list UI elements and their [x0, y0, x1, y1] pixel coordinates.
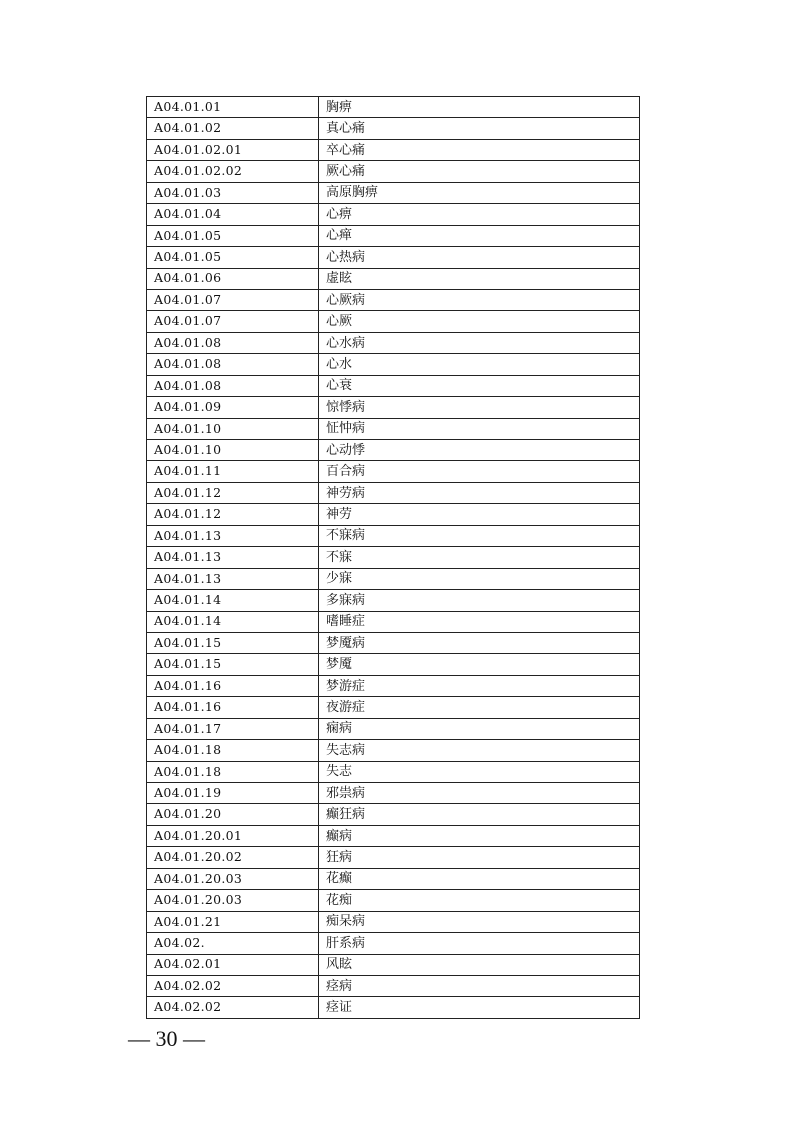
disease-code-cell: A04.01.13 [147, 525, 319, 546]
disease-code-cell: A04.01.02 [147, 118, 319, 139]
table-row [147, 654, 640, 675]
table-row [147, 268, 640, 289]
disease-code-cell: A04.01.06 [147, 268, 319, 289]
disease-name-cell: 心水 [319, 354, 640, 375]
table-row [147, 890, 640, 911]
table-row [147, 804, 640, 825]
table-row [147, 933, 640, 954]
disease-name-cell: 梦魇病 [319, 632, 640, 653]
disease-name-cell: 失志病 [319, 740, 640, 761]
disease-name-cell: 心厥病 [319, 289, 640, 310]
table-row [147, 461, 640, 482]
disease-code-cell: A04.01.16 [147, 675, 319, 696]
table-row [147, 911, 640, 932]
table-row [147, 954, 640, 975]
disease-name-cell: 厥心痛 [319, 161, 640, 182]
disease-code-cell: A04.01.19 [147, 783, 319, 804]
disease-name-cell: 不寐 [319, 547, 640, 568]
table-row [147, 525, 640, 546]
table-row [147, 718, 640, 739]
disease-name-cell: 虚眩 [319, 268, 640, 289]
disease-code-cell: A04.01.02.02 [147, 161, 319, 182]
disease-name-cell: 嗜睡症 [319, 611, 640, 632]
disease-name-cell: 癫病 [319, 825, 640, 846]
disease-code-cell: A04.01.05 [147, 225, 319, 246]
table-row [147, 590, 640, 611]
disease-code-cell: A04.01.15 [147, 654, 319, 675]
table-row [147, 247, 640, 268]
disease-name-cell: 痉病 [319, 975, 640, 996]
disease-name-cell: 高原胸痹 [319, 182, 640, 203]
table-row [147, 783, 640, 804]
table-row [147, 761, 640, 782]
disease-name-cell: 痴呆病 [319, 911, 640, 932]
disease-name-cell: 痫病 [319, 718, 640, 739]
table-row [147, 740, 640, 761]
disease-code-cell: A04.01.13 [147, 547, 319, 568]
disease-name-cell: 怔忡病 [319, 418, 640, 439]
disease-code-cell: A04.01.01 [147, 97, 319, 118]
table-row [147, 418, 640, 439]
disease-code-cell: A04.01.10 [147, 440, 319, 461]
disease-code-cell: A04.01.12 [147, 504, 319, 525]
disease-code-cell: A04.01.17 [147, 718, 319, 739]
disease-name-cell: 心水病 [319, 332, 640, 353]
disease-name-cell: 神劳病 [319, 482, 640, 503]
table-row [147, 825, 640, 846]
disease-name-cell: 花痴 [319, 890, 640, 911]
disease-code-cell: A04.01.08 [147, 375, 319, 396]
disease-code-cell: A04.01.21 [147, 911, 319, 932]
disease-code-cell: A04.02.02 [147, 975, 319, 996]
disease-name-cell: 心瘅 [319, 225, 640, 246]
disease-code-cell: A04.01.11 [147, 461, 319, 482]
table-row [147, 225, 640, 246]
disease-code-cell: A04.01.08 [147, 354, 319, 375]
table-body [147, 97, 640, 1019]
table-row [147, 632, 640, 653]
disease-name-cell: 邪祟病 [319, 783, 640, 804]
table-row [147, 611, 640, 632]
table-row [147, 547, 640, 568]
table-row [147, 997, 640, 1018]
disease-code-cell: A04.01.20.03 [147, 890, 319, 911]
disease-name-cell: 神劳 [319, 504, 640, 525]
disease-code-cell: A04.02. [147, 933, 319, 954]
table-row [147, 868, 640, 889]
table-row [147, 118, 640, 139]
disease-name-cell: 狂病 [319, 847, 640, 868]
table-row [147, 568, 640, 589]
disease-code-cell: A04.01.13 [147, 568, 319, 589]
disease-name-cell: 心厥 [319, 311, 640, 332]
disease-code-cell: A04.01.15 [147, 632, 319, 653]
disease-name-cell: 心衰 [319, 375, 640, 396]
disease-name-cell: 肝系病 [319, 933, 640, 954]
disease-code-cell: A04.01.20.02 [147, 847, 319, 868]
table-row [147, 375, 640, 396]
disease-name-cell: 胸痹 [319, 97, 640, 118]
disease-code-table [146, 96, 640, 1019]
disease-code-cell: A04.01.03 [147, 182, 319, 203]
table-row [147, 311, 640, 332]
disease-name-cell: 夜游症 [319, 697, 640, 718]
disease-code-cell: A04.01.18 [147, 740, 319, 761]
table-row [147, 182, 640, 203]
disease-code-cell: A04.01.12 [147, 482, 319, 503]
disease-name-cell: 癫狂病 [319, 804, 640, 825]
disease-name-cell: 惊悸病 [319, 397, 640, 418]
disease-code-cell: A04.01.10 [147, 418, 319, 439]
disease-name-cell: 花癫 [319, 868, 640, 889]
disease-code-cell: A04.02.02 [147, 997, 319, 1018]
table-row [147, 204, 640, 225]
disease-code-cell: A04.01.20.03 [147, 868, 319, 889]
table-row [147, 161, 640, 182]
disease-code-cell: A04.01.18 [147, 761, 319, 782]
disease-code-cell: A04.01.08 [147, 332, 319, 353]
disease-name-cell: 卒心痛 [319, 139, 640, 160]
disease-name-cell: 不寐病 [319, 525, 640, 546]
disease-name-cell: 失志 [319, 761, 640, 782]
table-row [147, 975, 640, 996]
disease-name-cell: 痉证 [319, 997, 640, 1018]
disease-name-cell: 心动悸 [319, 440, 640, 461]
table-row [147, 97, 640, 118]
disease-name-cell: 百合病 [319, 461, 640, 482]
disease-name-cell: 真心痛 [319, 118, 640, 139]
table-row [147, 440, 640, 461]
disease-code-cell: A04.01.07 [147, 289, 319, 310]
disease-name-cell: 梦魇 [319, 654, 640, 675]
table-row [147, 847, 640, 868]
disease-name-cell: 梦游症 [319, 675, 640, 696]
disease-code-cell: A04.01.16 [147, 697, 319, 718]
table-row [147, 697, 640, 718]
table-row [147, 139, 640, 160]
disease-code-cell: A04.01.09 [147, 397, 319, 418]
disease-name-cell: 风眩 [319, 954, 640, 975]
page-number: — 30 — [128, 1026, 205, 1051]
disease-name-cell: 少寐 [319, 568, 640, 589]
table-row [147, 397, 640, 418]
disease-code-cell: A04.01.14 [147, 590, 319, 611]
table-row [147, 354, 640, 375]
disease-code-cell: A04.01.04 [147, 204, 319, 225]
disease-code-cell: A04.01.07 [147, 311, 319, 332]
disease-name-cell: 多寐病 [319, 590, 640, 611]
table-row [147, 332, 640, 353]
table-row [147, 482, 640, 503]
disease-name-cell: 心热病 [319, 247, 640, 268]
disease-name-cell: 心痹 [319, 204, 640, 225]
disease-code-cell: A04.01.14 [147, 611, 319, 632]
table-row [147, 289, 640, 310]
disease-code-cell: A04.02.01 [147, 954, 319, 975]
table-row [147, 675, 640, 696]
disease-code-cell: A04.01.02.01 [147, 139, 319, 160]
disease-code-cell: A04.01.20.01 [147, 825, 319, 846]
table-row [147, 504, 640, 525]
disease-code-cell: A04.01.20 [147, 804, 319, 825]
disease-code-cell: A04.01.05 [147, 247, 319, 268]
